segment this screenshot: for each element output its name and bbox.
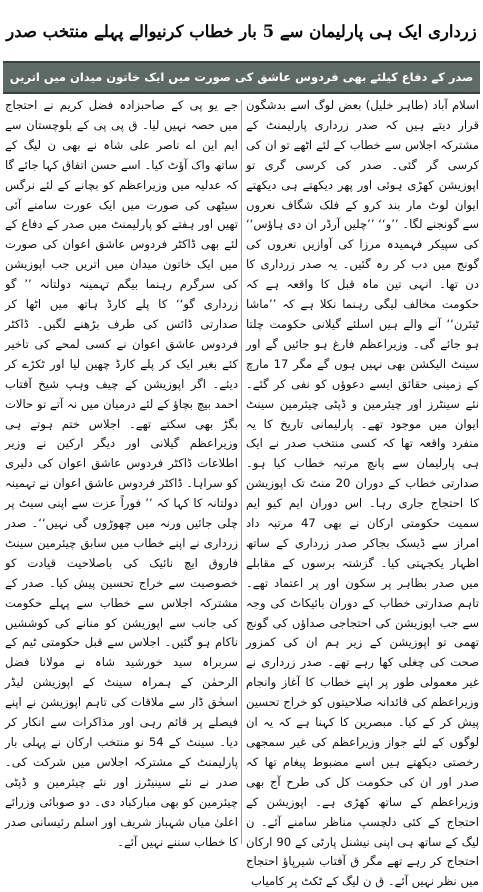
article-column-right bbox=[246, 96, 480, 889]
article-column-left bbox=[5, 96, 238, 848]
headline: زرداری ایک ہی پارلیمان سے 5 بار خطاب کرنیوالے پہلے منتخب صدر bbox=[6, 22, 477, 41]
article-body-left: جے یو پی کے صاحبزادہ فضل کریم نے احتجاج میں حصہ نہیں لیا۔ ق پی پی کے بلوچستان سے ایم این اے ناصر علی شاہ نے بھی ن لیگ کے ساتھ واک آؤٹ کیا۔ اسے حسن اتفاق کہا جائے گا کہ عدلیہ میں وزیراعظم کو بچانے کے لئے نرگس سیٹھی کی صورت میں ایک عورت سامنے آئی تھیں اور ہفتے کو پارلیمنٹ میں صدر کے دفاع کے لئے بھی ڈاکٹر فردوس عاشق اعوان کی صورت میں ایک خاتون میدان میں اتریں جب اپوزیشن کی سرگرم رہنما بیگم تہمینہ دولتانہ ’’ گو زرداری گو‘‘ کا پلے کارڈ ہاتھ میں اٹھا کر صدارتی ڈائس کی طرف بڑھنے لگیں۔ ڈاکٹر فردوس عاشق اعوان نے کسی لمحے کی تاخیر کئے بغیر ایک کر پلے کارڈ چھین لیا اور ٹکڑے کر دیئے۔ اگر اپوزیشن کے چیف وہپ شیخ آفتاب احمد بیچ بچاؤ کے لئے درمیان میں نہ آتے تو حالات بگڑ بھی سکتے تھے۔ اجلاس ختم ہوتے ہی وزیراعظم گیلانی اور دیگر ارکین نے وزیر اطلاعات ڈاکٹر فردوس عاشق اعوان کی دلیری کو سراہا۔ ڈاکٹر فردوس عاشق اعوان نے تہمینہ دولتانہ کا کہا کہ ’’ فوراً عزت سے اپنی سیٹ پر چلی جائیں ورنہ میں چھوڑوں گی نہیں‘‘۔ صدر زرداری نے اپنے خطاب میں سابق چیئرمین سینٹ فاروق ایچ نائیک کی باصلاحیت قیادت کو خصوصیت سے خراج تحسین پیش کیا۔ صدر کے مشترکہ اجلاس سے خطاب سے پہلے حکومت کی جانب سے اپوزیشن کو منانے کی کوششیں ناکام ہو گئیں۔ اجلاس سے قبل حکومتی ٹیم کے سربراہ سید خورشید شاہ نے مولانا فضل الرحمٰن کے ہمراہ سینٹ کے اپوزیشن لیڈر اسحٰق ڈار سے ملاقات کی تاہم اپوزیشن نے اپنے فیصلے پر قائم رہی اور مذاکرات سے انکار کر دیا۔ سینٹ کے 54 نو منتخب ارکان نے پہلی بار پارلیمنٹ کے مشترکہ اجلاس میں شرکت کی۔ صدر نے نئے سینیٹرز اور نئے چیئرمین و ڈپٹی چیئرمین کو بھی مبارکباد دی۔ دو صوبائی وزرائے اعلیٰ میاں شہباز شریف اور اسلم رئیسانی صدر کا خطاب سننے نہیں آئے۔ bbox=[5, 98, 238, 849]
subheadline: صدر کے دفاع کیلئے بھی فردوس عاشق کی صورت میں ایک خاتون میدان میں اتریں bbox=[9, 70, 474, 84]
column-divider bbox=[241, 100, 242, 844]
subheadline-banner bbox=[3, 61, 480, 94]
article-body-right: اسلام آباد (طاہر خلیل) بعض لوگ اسے بدشگون قرار دیتے ہیں کہ صدر زرداری پارلیمنٹ کے مشترکہ اجلاس سے خطاب کے لئے اٹھے تو ان کی کرسی گر گئی۔ صدر کی کرسی گری تو اپوزیشن کھڑی ہوئی اور پھر دیکھتے ہی دیکھتے ایوان لوٹ مار بند کرو کے فلک شگاف نعروں سے گونجنے لگا۔ ’’و‘‘ ’’چلیں آرڈر ان دی ہاؤس‘‘ کی سپیکر فہمیدہ مرزا کی آوازیں نعروں کی گونج میں دب کر رہ گئیں۔ یہ صدر زرداری کا دن تھا۔ انہی تین ماہ قبل کا واقعہ ہے کہ حکومت مخالف لیگی رہنما نکلا ہے کہ ’’ماشا ٹیئرن‘‘ آنے والے ہیں اسلئے گیلانی حکومت چلتا ہو جائے گی۔ وزیراعظم فارغ ہو جائیں گے اور سینٹ الیکشن بھی نہیں ہوں گے مگر 17 مارچ کے زمینی حقائق ایسے دعوؤں کو نفی کر گئے۔ نئے سینٹرز اور چیئرمین و ڈپٹی چیئرمین سینٹ ایوان میں موجود تھے۔ پارلیمانی تاریخ کا یہ منفرد واقعہ تھا کہ کسی منتخب صدر نے ایک ہی پارلیمان سے پانچ مرتبہ خطاب کیا ہو۔ صدارتی خطاب کے دوران 20 منٹ تک اپوزیشن کا احتجاج جاری رہا۔ اس دوران ایم کیو ایم سمیت حکومتی ارکان نے بھی 47 مرتبہ داد امراز سے ڈیسک بجاکر صدر زرداری کے ساتھ اظہار یکجہتی کیا۔ گزشتہ برسوں کے مقابلے میں صدر بظاہر پر سکون اور پر اعتماد تھے۔ تاہم صدارتی خطاب کے دوران بائیکاٹ کی وجہ سے جب اپوزیشن کی احتجاجی صداؤں کی گونج تھمی تو اپوزیشن کے زیر ہم ان کی کمزور صحت کی چغلی کھا رہے تھے۔ صدر زرداری نے غیر معمولی طور پر اپنے خطاب کا آغاز وانجام وزیراعظم کی قائدانہ صلاحیتوں کو خراج تحسین پیش کر کے کیا۔ مبصرین کا کہنا ہے کہ یہ ان لوگوں کے لئے جواز وزیراعظم کی غیر سمجھی رخصتی دیکھتے ہیں اسے مضبوط پیغام تھا کہ صدر اور ان کی حکومت کل کی طرح آج بھی وزیراعظم کے ساتھ کھڑی ہے۔ اپوزیشن کے احتجاج کے کئی دلچسپ مناظر سامنے آئے۔ ن لیگ کے ساتھ ہی اپنی نیشنل پارٹی کے 90 ارکان احتجاج کر رہے تھے مگر ق آفتاب شیرپاؤ احتجاج میں نظر نہیں آئے۔ ق ن لیگ کے ٹکٹ پر کامیاب bbox=[246, 98, 480, 889]
